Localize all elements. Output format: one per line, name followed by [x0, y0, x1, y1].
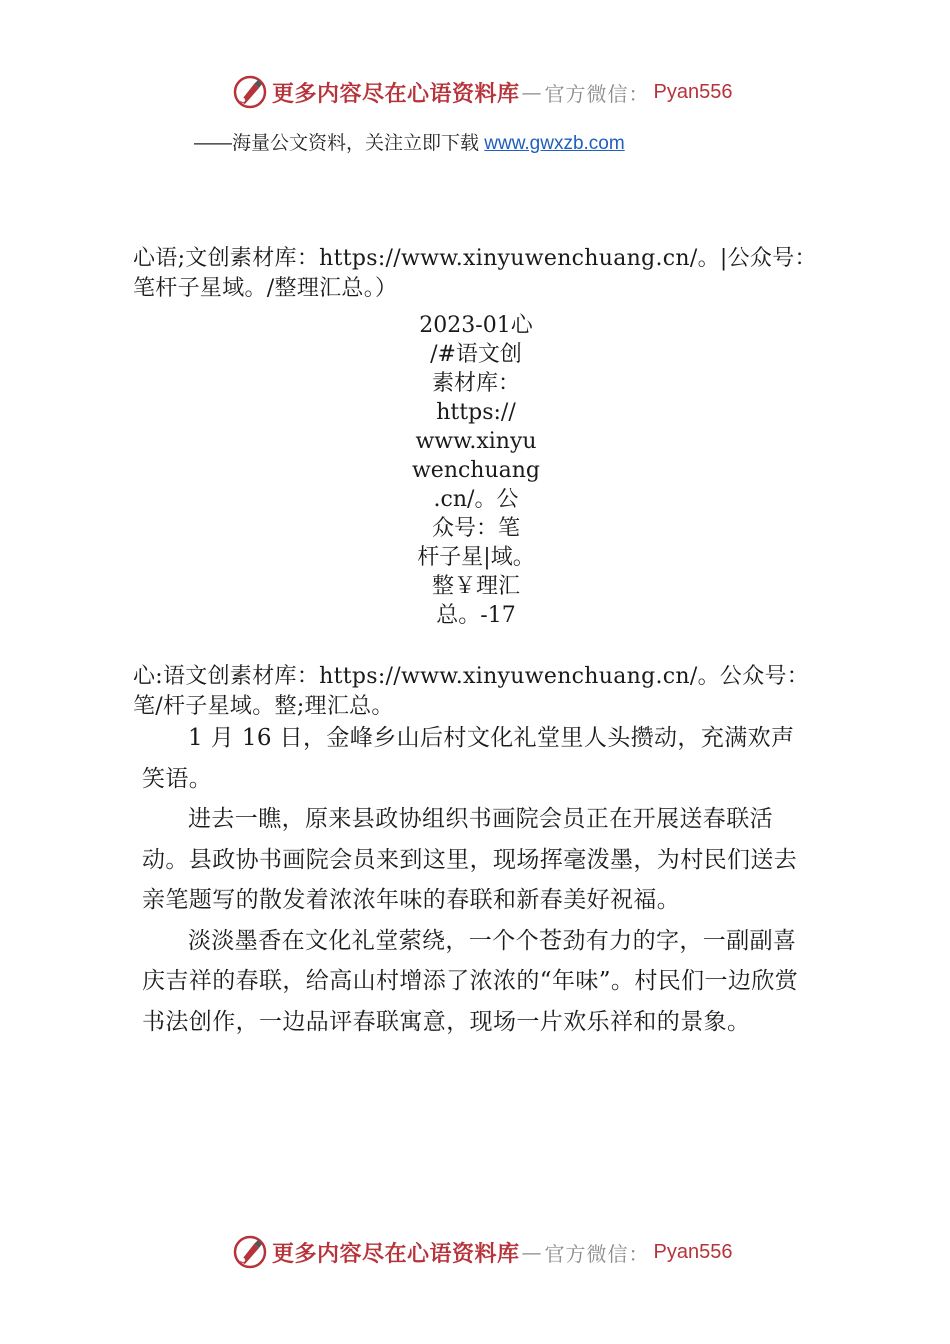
center-line: 素材库：: [431, 371, 520, 396]
footer-banner: [232, 1232, 732, 1272]
banner-wechat-label: 官方微信：: [544, 1241, 650, 1266]
watermark-paragraph-2: 心:语文创素材库：https://www.xinyuwenchuang.cn/。公众号：笔/杆子星域。整;理汇总。: [133, 664, 810, 719]
banner-title: 更多内容尽在心语资料库: [272, 80, 520, 107]
watermark-paragraph-1: 心语;文创素材库：https://www.xinyuwenchuang.cn/。|公众号：笔杆子星域。/整理汇总。）: [133, 246, 817, 301]
center-line: wenchuang: [411, 458, 541, 483]
center-line: 2023-01心: [419, 313, 533, 338]
banner-wechat-id: Pyan556: [653, 1240, 733, 1263]
banner-wechat-label: 官方微信：: [544, 81, 650, 106]
center-watermark-column: [400, 311, 552, 630]
banner-wechat-id: Pyan556: [653, 80, 733, 103]
banner-dash: —: [521, 80, 543, 104]
header-banner: [232, 72, 732, 112]
center-line: https://: [436, 400, 516, 425]
promo-link[interactable]: www.gwxzb.com: [484, 133, 625, 154]
center-line: 整￥理汇: [431, 574, 520, 599]
center-line: .cn/。公: [433, 487, 519, 512]
body-paragraph: 进去一瞧，原来县政协组织书画院会员正在开展送春联活动。县政协书画院会员来到这里，现场挥毫泼墨，为村民们送去亲笔题写的散发着浓浓年味的春联和新春美好祝福。: [142, 806, 798, 913]
body-paragraph: 1 月 16 日，金峰乡山后村文化礼堂里人头攒动，充满欢声笑语。: [142, 725, 795, 792]
pen-nib-logo-icon: [232, 74, 268, 110]
center-line: 杆子星|域。: [417, 545, 535, 570]
pen-nib-logo-icon: [232, 1234, 268, 1270]
center-line: 众号：笔: [431, 516, 520, 541]
banner-title: 更多内容尽在心语资料库: [272, 1240, 520, 1267]
center-line: /#语文创: [430, 342, 522, 367]
body-paragraph: 淡淡墨香在文化礼堂萦绕，一个个苍劲有力的字，一副副喜庆吉祥的春联，给高山村增添了浓浓的“年味”。村民们一边欣赏书法创作，一边品评春联寓意，现场一片欢乐祥和的景象。: [142, 927, 799, 1035]
center-line: 总。-17: [436, 603, 516, 628]
banner-dash: —: [521, 1240, 543, 1264]
center-line: www.xinyu: [415, 429, 537, 454]
promo-text: ——海量公文资料，关注立即下载: [194, 133, 485, 154]
article-body: [142, 718, 814, 1042]
promo-subline: [194, 128, 625, 155]
